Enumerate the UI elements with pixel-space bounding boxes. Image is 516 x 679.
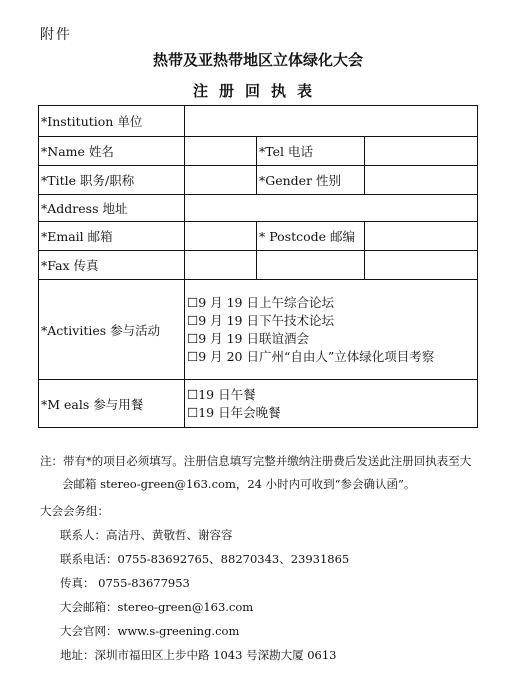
institution-label: *Institution 单位 — [39, 106, 185, 137]
submission-note — [40, 450, 500, 496]
name-field[interactable] — [185, 137, 257, 166]
title-row — [39, 166, 478, 195]
contact-info — [40, 499, 349, 667]
contact-email: 大会邮箱：stereo-green@163.com — [60, 600, 254, 614]
gender-field[interactable] — [365, 166, 478, 195]
meals-label: *M eals 参与用餐 — [39, 380, 185, 428]
activity-checkbox[interactable]: ☐9 月 19 日上午综合论坛 — [187, 294, 334, 310]
email-row — [39, 222, 478, 251]
meal-checkbox[interactable]: ☐19 日午餐 — [187, 386, 256, 402]
activity-checkbox[interactable]: ☐9 月 19 日下午技术论坛 — [187, 312, 334, 328]
fax-label: *Fax 传真 — [39, 251, 185, 280]
fax-blank-cell — [257, 251, 365, 280]
postcode-field[interactable] — [365, 222, 478, 251]
gender-label: *Gender 性别 — [257, 166, 365, 195]
title-label: *Title 职务/职称 — [39, 166, 185, 195]
tel-label: *Tel 电话 — [257, 137, 365, 166]
address-label: *Address 地址 — [39, 195, 185, 222]
meals-row — [39, 380, 478, 428]
meal-checkbox[interactable]: ☐19 日年会晚餐 — [187, 404, 281, 420]
activities-row — [39, 280, 478, 380]
contact-address: 地址：深圳市福田区上步中路 1043 号深勘大厦 0613 — [60, 648, 337, 662]
activities-label: *Activities 参与活动 — [39, 280, 185, 380]
name-row — [39, 137, 478, 166]
email-field[interactable] — [185, 222, 257, 251]
postcode-label: * Postcode 邮编 — [257, 222, 365, 251]
tel-field[interactable] — [365, 137, 478, 166]
title-field[interactable] — [185, 166, 257, 195]
note-line-2: 会邮箱 stereo-green@163.com，24 小时内可收到“参会确认函”。 — [62, 477, 416, 491]
contact-people: 联系人：高洁丹、黄敬哲、谢容容 — [60, 528, 233, 542]
address-field[interactable] — [185, 195, 478, 222]
fax-field[interactable] — [185, 251, 257, 280]
institution-row — [39, 106, 478, 137]
document-subtitle: 注册回执表 — [192, 82, 323, 100]
email-label: *Email 邮箱 — [39, 222, 185, 251]
institution-field[interactable] — [185, 106, 478, 137]
contact-fax: 传真： 0755-83677953 — [60, 576, 190, 590]
name-label: *Name 姓名 — [39, 137, 185, 166]
registration-form-table — [38, 105, 478, 428]
activities-options — [185, 280, 478, 380]
contact-phone: 联系电话：0755-83692765、88270343、23931865 — [60, 552, 350, 566]
contacts-heading: 大会会务组： — [40, 504, 109, 518]
meals-options — [185, 380, 478, 428]
activity-checkbox[interactable]: ☐9 月 19 日联谊酒会 — [187, 330, 309, 346]
fax-blank-cell-2 — [365, 251, 478, 280]
address-row — [39, 195, 478, 222]
note-line-1: 注：带有*的项目必须填写。注册信息填写完整并缴纳注册费后发送此注册回执表至大 — [40, 454, 472, 468]
document-title: 热带及亚热带地区立体绿化大会 — [152, 51, 363, 69]
activity-checkbox[interactable]: ☐9 月 20 日广州“自由人”立体绿化项目考察 — [187, 348, 435, 364]
attachment-label: 附件 — [40, 27, 72, 43]
contact-website: 大会官网：www.s-greening.com — [60, 624, 240, 638]
fax-row — [39, 251, 478, 280]
